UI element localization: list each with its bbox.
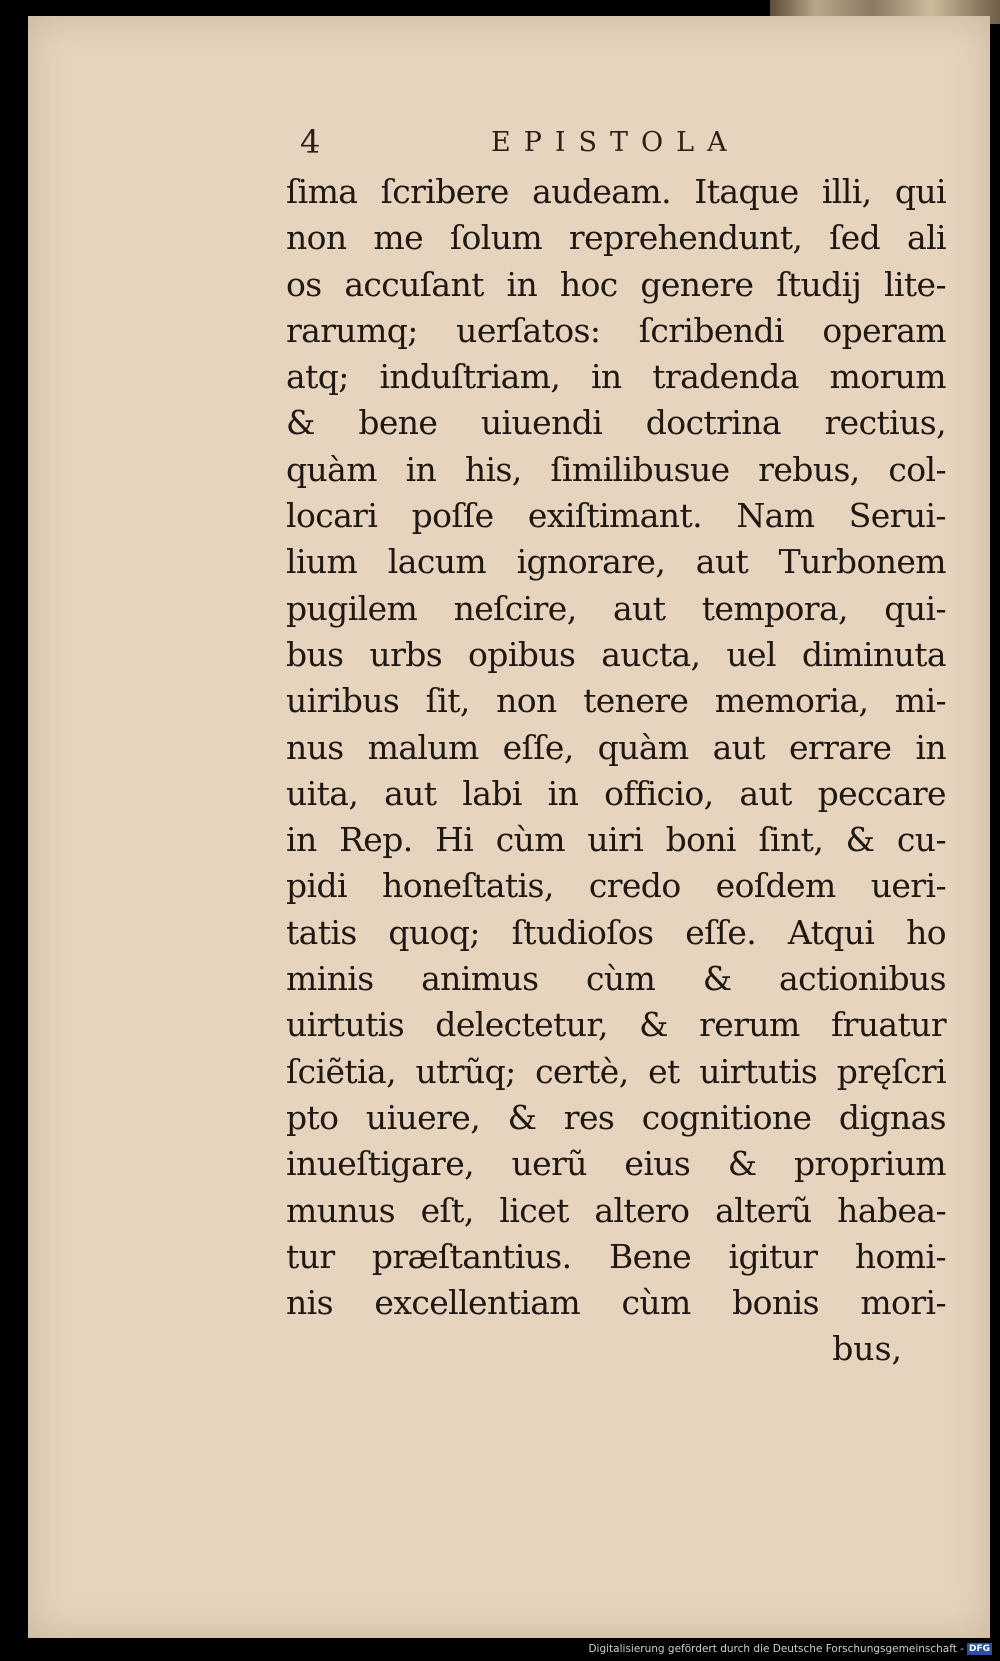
text-line: uirtutis delectetur, & rerum fruatur (286, 1005, 946, 1045)
text-line: nis excellentiam cùm bonis mori- (286, 1283, 946, 1323)
text-line: minis animus cùm & actionibus (286, 959, 946, 999)
text-line: pto uiuere, & res cognitione dignas (286, 1097, 946, 1137)
text-line: tatis quoq; ſtudioſos eſſe. Atqui ho (286, 912, 946, 952)
text-line: in Rep. Hi cùm uiri boni ſint, & cu- (286, 820, 946, 860)
text-line: non me ſolum reprehendunt, ſed ali (286, 218, 946, 258)
text-line: uiribus ſit, non tenere memoria, mi- (286, 681, 946, 721)
text-line: bus urbs opibus aucta, uel diminuta (286, 634, 946, 674)
text-line: munus eſt, licet altero alterũ habea- (286, 1190, 946, 1230)
text-line: lium lacum ignorare, aut Turbonem (286, 542, 946, 582)
footer-credit-text: Digitalisierung gefördert durch die Deutsche Forschungsgemeinschaft - (588, 1643, 964, 1655)
book-page (28, 16, 990, 1638)
text-line: nus malum eſſe, quàm aut errare in (286, 727, 946, 767)
running-head-title: EPISTOLA (491, 127, 740, 158)
text-line: quàm in his, ſimilibusue rebus, col- (286, 449, 946, 489)
text-line: ſima ſcribere audeam. Itaque illi, qui (286, 172, 946, 211)
text-line: locari poſſe exiſtimant. Nam Serui- (286, 496, 946, 536)
page-content (286, 123, 946, 1373)
catchword: bus, (832, 1329, 902, 1369)
footer-credit (588, 1643, 992, 1655)
text-line: inueſtigare, uerũ eius & proprium (286, 1144, 946, 1184)
running-head (286, 123, 946, 169)
text-line: & bene uiuendi doctrina rectius, (286, 403, 946, 443)
page-number: 4 (300, 123, 321, 161)
text-line: pugilem neſcire, aut tempora, qui- (286, 588, 946, 628)
text-block (286, 169, 946, 1326)
text-line: rarumq; uerſatos: ſcribendi operam (286, 310, 946, 350)
text-line: uita, aut labi in officio, aut peccare (286, 773, 946, 813)
text-line: tur præſtantius. Bene igitur homi- (286, 1236, 946, 1276)
text-line: pidi honeſtatis, credo eoſdem ueri- (286, 866, 946, 906)
dfg-logo: DFG (968, 1644, 990, 1654)
text-line: ſciẽtia, utrũq; certè, et uirtutis pręſcri (286, 1051, 946, 1091)
text-line: os accuſant in hoc genere ſtudij lite- (286, 264, 946, 304)
text-line: atq; induſtriam, in tradenda morum (286, 357, 946, 397)
footer-bar (0, 1641, 1000, 1661)
